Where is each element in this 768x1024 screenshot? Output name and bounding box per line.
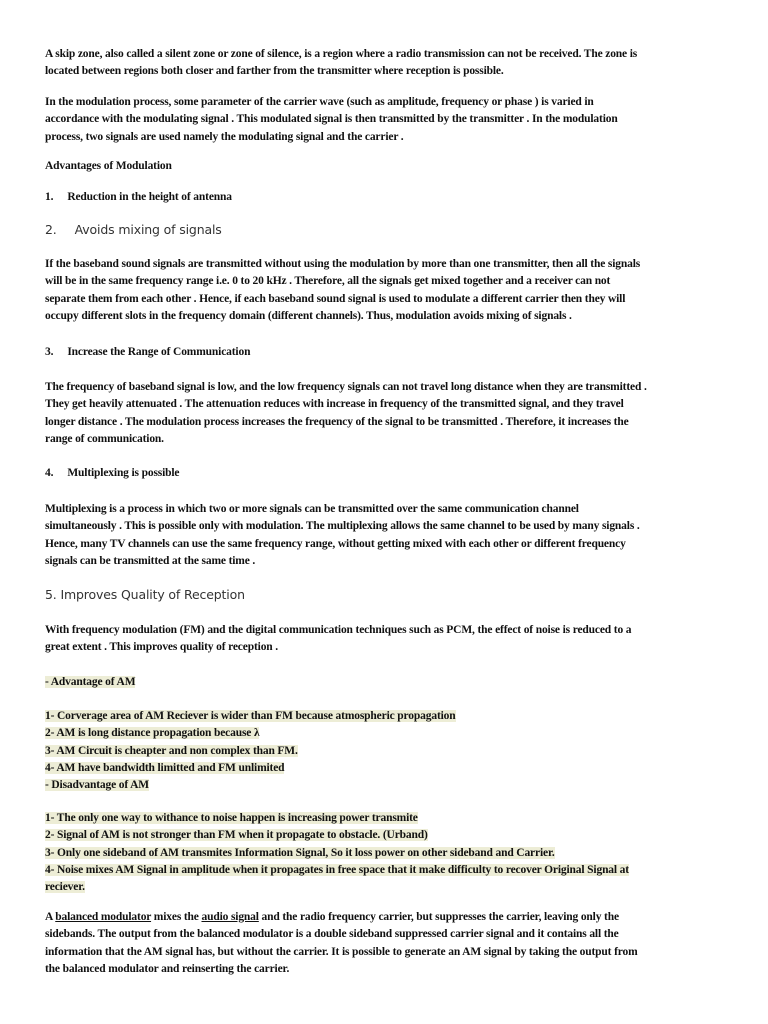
text-line: longer distance . The modulation process increases the frequency of the signal to be transmitted . Therefore, it increases the: [45, 415, 629, 428]
list-item: 3- AM Circuit is cheapter and non complex than FM.: [45, 744, 298, 757]
mixing-paragraph: [45, 256, 717, 325]
text-fragment: mixes the: [151, 911, 202, 923]
text-line: They get heavily attenuated . The attenuation reduces with increase in frequency of the transmitted signal, and they travel: [45, 398, 624, 411]
balanced-modulator-paragraph: [45, 909, 717, 978]
skip-zone-paragraph: [45, 46, 717, 81]
text-line: Multiplexing is a process in which two or more signals can be transmitted over the same communication channel: [45, 503, 579, 515]
item-label: Avoids mixing of signals: [74, 222, 222, 237]
list-item-3: [45, 344, 717, 361]
text-line: In the modulation process, some parameter of the carrier wave (such as amplitude, frequency or phase ) is varied in: [45, 96, 594, 108]
list-item: 2- AM is long distance propagation because λ: [45, 727, 260, 740]
range-paragraph: [45, 379, 717, 448]
audio-signal-link[interactable]: audio signal: [201, 911, 259, 923]
text-line: range of communication.: [45, 432, 164, 445]
quality-paragraph: [45, 622, 717, 657]
item-label: Reduction in the height of antenna: [67, 191, 232, 203]
balanced-modulator-link[interactable]: balanced modulator: [55, 911, 152, 923]
text-line: occupy different slots in the frequency domain (different channels). Thus, modulation avoids mixing of signals .: [45, 309, 572, 322]
text-fragment: and the radio frequency carrier, but suppresses the carrier, leaving only the: [258, 911, 619, 923]
text-line: If the baseband sound signals are transmitted without using the modulation by more than one transmitter, then all the signals: [45, 258, 641, 270]
am-disadvantage-list: [45, 810, 717, 896]
item-number: 3.: [45, 346, 54, 358]
text-line: A skip zone, also called a silent zone or zone of silence, is a region where a radio transmission can not be received. The zone is: [45, 48, 638, 60]
text-line: The frequency of baseband signal is low, and the low frequency signals can not travel long distance when they are transmitted .: [45, 381, 647, 393]
list-item-4: [45, 465, 717, 482]
item-number: 2.: [45, 222, 57, 237]
item-label: Increase the Range of Communication: [67, 346, 251, 358]
text-line: sidebands. The output from the balanced modulator is a double sideband suppressed carrier signal and it contains all the: [45, 928, 619, 941]
list-item: 1- Corverage area of AM Reciever is wider than FM because atmospheric propagation: [45, 710, 456, 722]
text-line: separate them from each other . Hence, if each baseband sound signal is used to modulate a different carrier then they will: [45, 292, 626, 305]
text-line: Hence, many TV channels can use the same frequency range, without getting mixed with each other or different frequency: [45, 537, 626, 550]
list-item-1: [45, 189, 717, 206]
list-item: 4- Noise mixes AM Signal in amplitude when it propagates in free space that it make difficulty to recover Original Signal at: [45, 863, 629, 876]
list-item: 1- The only one way to withance to noise happen is increasing power transmite: [45, 812, 418, 824]
list-item-2: [45, 221, 717, 238]
text-line: great extent . This improves quality of reception .: [45, 641, 278, 654]
text-line: With frequency modulation (FM) and the digital communication techniques such as PCM, the effect of noise is reduced to a: [45, 624, 632, 636]
text-line: information that the AM signal has, but without the carrier. It is possible to generate an AM signal by taking the output from: [45, 945, 638, 958]
item-label: Multiplexing is possible: [67, 467, 180, 479]
text-line: process, two signals are used namely the modulating signal and the carrier .: [45, 130, 404, 143]
advantages-heading: Advantages of Modulation: [45, 160, 172, 172]
text-line: will be in the same frequency range i.e. 0 to 20 kHz . Therefore, all the signals get mixed together and a receiver can not: [45, 275, 611, 288]
am-disadvantage-heading: - Disadvantage of AM: [45, 779, 150, 792]
list-item: 2- Signal of AM is not stronger than FM when it propagate to obstacle. (Urband): [45, 829, 428, 842]
item-number: 1.: [45, 191, 54, 203]
text-line: signals can be transmitted at the same time .: [45, 554, 256, 567]
am-advantage-list: [45, 708, 717, 794]
item-number: 4.: [45, 467, 54, 479]
multiplexing-paragraph: [45, 501, 717, 570]
text-line: the balanced modulator and reinserting the carrier.: [45, 962, 290, 975]
list-item-continuation: reciever.: [45, 881, 85, 894]
text-fragment: A: [45, 911, 56, 923]
text-line: located between regions both closer and farther from the transmitter where reception is possible.: [45, 65, 504, 78]
am-advantage-heading: [45, 674, 717, 691]
list-item: 3- Only one sideband of AM transmites Information Signal, So it loss power on other sideband and Carrier.: [45, 846, 555, 859]
highlighted-text: - Advantage of AM: [45, 676, 136, 688]
list-item-5: 5. Improves Quality of Reception: [45, 587, 245, 602]
text-line: simultaneously . This is possible only with modulation. The multiplexing allows the same channel to be used by many signals .: [45, 520, 640, 533]
list-item: 4- AM have bandwidth limitted and FM unlimited: [45, 761, 285, 774]
text-line: accordance with the modulating signal . This modulated signal is then transmitted by the transmitter . In the modulation: [45, 113, 618, 126]
modulation-process-paragraph: [45, 94, 717, 146]
